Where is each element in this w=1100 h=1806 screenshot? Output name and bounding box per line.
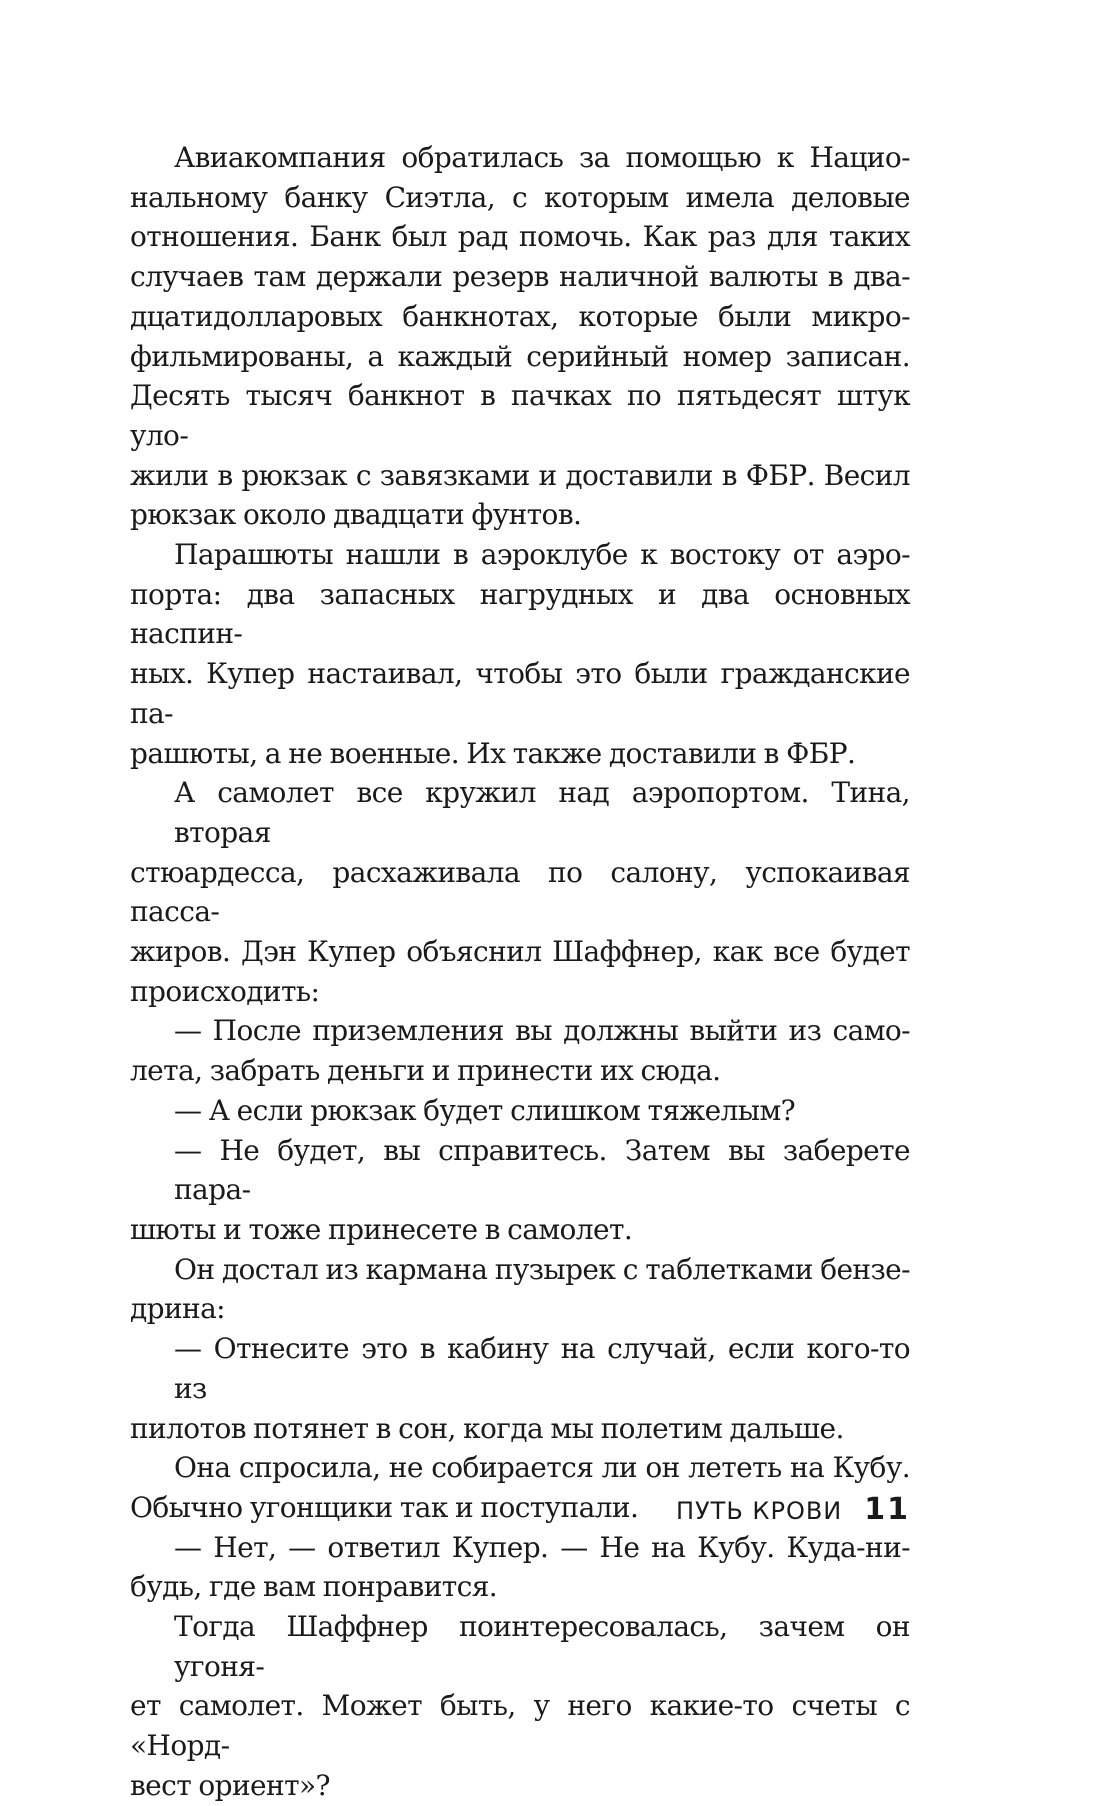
- paragraph: [130, 1131, 910, 1250]
- text-line: Авиакомпания обратилась за помощью к Нацио-: [174, 141, 910, 174]
- body-text: [130, 138, 910, 1806]
- text-line: вест ориент»?: [130, 1768, 330, 1802]
- text-line: — Отнесите это в кабину на случай, если кого-то из: [174, 1332, 910, 1405]
- page-footer: [676, 1492, 910, 1527]
- text-line: — Не будет, вы справитесь. Затем вы заберете пара-: [174, 1133, 910, 1207]
- text-line: Обычно угонщики так и поступали.: [130, 1490, 639, 1524]
- text-line: — А если рюкзак будет слишком тяжелым?: [174, 1093, 796, 1127]
- text-line: Парашюты нашли в аэроклубе к востоку от аэро-: [174, 538, 910, 572]
- text-line: фильмированы, а каждый серийный номер записан.: [130, 339, 910, 373]
- page-number: 11: [864, 1492, 910, 1527]
- text-line: случаев там держали резерв наличной валюты в два-: [130, 260, 910, 294]
- text-line: будь, где вам понравится.: [130, 1570, 498, 1604]
- text-line: ных. Купер настаивал, чтобы это были гражданские па-: [130, 657, 910, 730]
- paragraph: [130, 535, 910, 773]
- text-line: лета, забрать деньги и принести их сюда.: [130, 1054, 721, 1088]
- text-line: Тогда Шаффнер поинтересовалась, зачем он угоня-: [174, 1610, 910, 1683]
- text-line: А самолет все кружил над аэропортом. Тина, вторая: [174, 776, 910, 849]
- paragraph: [130, 1250, 910, 1329]
- text-line: отношения. Банк был рад помочь. Как раз для таких: [130, 220, 910, 254]
- text-line: рашюты, а не военные. Их также доставили в ФБР.: [130, 736, 856, 770]
- paragraph: [130, 1011, 910, 1090]
- text-line: рюкзак около двадцати фунтов.: [130, 498, 582, 532]
- text-line: порта: два запасных нагрудных и два основных наспин-: [130, 577, 910, 651]
- text-line: Она спросила, не собирается ли он лететь на Кубу.: [174, 1451, 910, 1485]
- text-line: нальному банку Сиэтла, с которым имела деловые: [130, 180, 910, 214]
- text-line: Десять тысяч банкнот в пачках по пятьдесят штук уло-: [130, 379, 910, 452]
- text-line: дцатидолларовых банкнотах, которые были микро-: [130, 299, 910, 333]
- text-line: — После приземления вы должны выйти из само-: [174, 1014, 910, 1048]
- paragraph: [130, 1607, 910, 1806]
- paragraph: [130, 1091, 910, 1131]
- text-line: ет самолет. Может быть, у него какие-то счеты с «Норд-: [130, 1689, 910, 1763]
- paragraph: [130, 138, 910, 535]
- text-line: Он достал из кармана пузырек с таблетками бензе-: [174, 1252, 910, 1286]
- text-line: пилотов потянет в сон, когда мы полетим дальше.: [130, 1411, 844, 1445]
- text-line: шюты и тоже принесете в самолет.: [130, 1212, 633, 1246]
- text-line: жили в рюкзак с завязками и доставили в ФБР. Весил: [130, 458, 910, 492]
- running-head: ПУТЬ КРОВИ: [676, 1497, 843, 1525]
- text-line: жиров. Дэн Купер объяснил Шаффнер, как все будет: [130, 935, 910, 969]
- text-line: — Нет, — ответил Купер. — Не на Кубу. Куда-ни-: [174, 1530, 910, 1564]
- paragraph: [130, 1528, 910, 1607]
- text-line: дрина:: [130, 1292, 226, 1326]
- text-line: стюардесса, расхаживала по салону, успокаивая пасса-: [130, 855, 910, 929]
- paragraph: [130, 1329, 910, 1448]
- text-line: происходить:: [130, 974, 320, 1008]
- paragraph: [130, 773, 910, 1011]
